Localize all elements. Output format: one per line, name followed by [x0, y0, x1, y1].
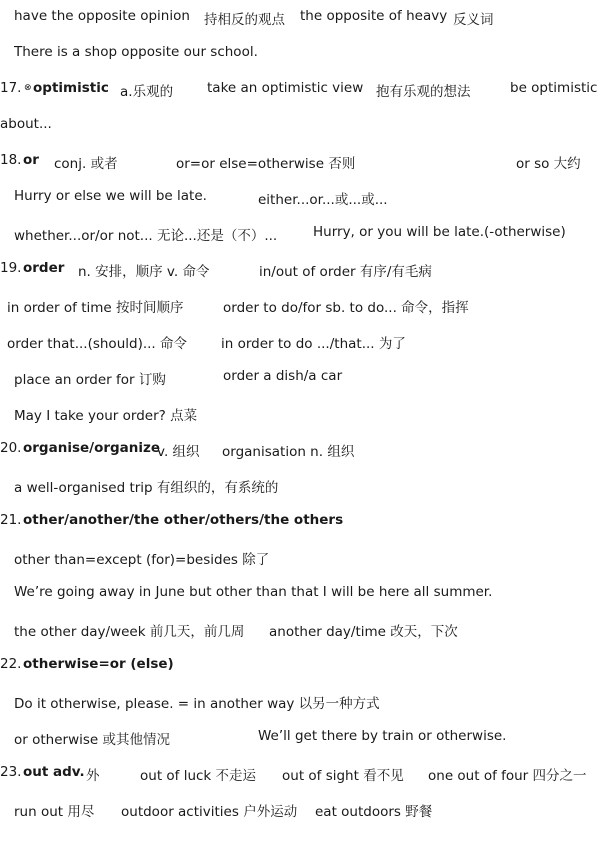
text-segment: be optimistic: [510, 80, 598, 96]
entry-headword: optimistic: [33, 80, 109, 96]
entry-number: 20.: [0, 440, 22, 456]
text-segment: a well-organised trip 有组织的，有系统的: [14, 480, 279, 496]
text-segment: We’re going away in June but other than that I will be here all summer.: [14, 584, 493, 600]
text-segment: another day/time 改天，下次: [269, 624, 458, 640]
entry-header-line: [0, 512, 600, 548]
text-segment: out of luck 不走运: [140, 768, 257, 784]
entry-number: 22.: [0, 656, 22, 672]
text-segment: either...or...或...或...: [258, 192, 388, 208]
entry-number: 19.: [0, 260, 22, 276]
text-line: [0, 620, 600, 656]
text-segment: conj. 或者: [54, 156, 118, 172]
text-segment: outdoor activities 户外运动: [121, 804, 298, 820]
entry-headword: organise/organize: [23, 440, 161, 456]
entry-header-line: [0, 260, 600, 296]
entry-headword: other/another/the other/others/the others: [23, 512, 344, 528]
entry-headword: otherwise=or (else): [23, 656, 174, 672]
text-line: [0, 296, 600, 332]
entry-header-line: [0, 656, 600, 692]
text-segment: 抱有乐观的想法: [376, 84, 471, 100]
text-segment: eat outdoors 野餐: [315, 804, 433, 820]
entry-number: 18.: [0, 152, 22, 168]
text-segment: take an optimistic view: [207, 80, 364, 96]
text-segment: a.乐观的: [120, 84, 174, 100]
text-segment: order to do/for sb. to do... 命令，指挥: [223, 300, 469, 316]
text-line: [0, 188, 600, 224]
text-line: [0, 728, 600, 764]
text-line: [0, 368, 600, 404]
text-segment: Hurry or else we will be late.: [14, 188, 207, 204]
text-segment: one out of four 四分之一: [428, 768, 587, 784]
entry-number: 23.: [0, 764, 22, 780]
entry-number: 17.: [0, 80, 22, 96]
entry-headword: or: [23, 152, 39, 168]
text-segment: in order to do .../that... 为了: [221, 336, 406, 352]
text-line: [0, 8, 600, 44]
text-segment: in/out of order 有序/有毛病: [259, 264, 432, 280]
entry-headword: order: [23, 260, 65, 276]
text-segment: v. 组织: [157, 444, 200, 460]
text-line: [0, 44, 600, 80]
circle-mark-icon: ⊗: [24, 83, 32, 93]
text-line: [0, 332, 600, 368]
entry-header-line: [0, 80, 600, 116]
text-segment: whether...or/or not... 无论...还是（不）...: [14, 228, 278, 244]
text-segment: the opposite of heavy: [300, 8, 448, 24]
text-segment: Hurry, or you will be late.(-otherwise): [313, 224, 566, 240]
entry-header-line: [0, 764, 600, 800]
text-segment: run out 用尽: [14, 804, 95, 820]
text-segment: have the opposite opinion: [14, 8, 190, 24]
text-segment: in order of time 按时间顺序: [7, 300, 184, 316]
text-line: [0, 476, 600, 512]
text-line: [0, 800, 600, 836]
text-segment: or otherwise 或其他情况: [14, 732, 170, 748]
text-line: [0, 548, 600, 584]
text-segment: May I take your order? 点菜: [14, 408, 198, 424]
text-segment: other than=except (for)=besides 除了: [14, 552, 270, 568]
text-segment: or so 大约: [516, 156, 581, 172]
text-segment: 反义词: [453, 12, 494, 28]
text-line: [0, 224, 600, 260]
text-segment: out of sight 看不见: [282, 768, 404, 784]
text-line: [0, 692, 600, 728]
text-segment: Do it otherwise, please. = in another way 以另一种方式: [14, 696, 380, 712]
text-segment: organisation n. 组织: [222, 444, 355, 460]
text-line: [0, 116, 600, 152]
text-segment: the other day/week 前几天，前几周: [14, 624, 245, 640]
text-segment: There is a shop opposite our school.: [14, 44, 258, 60]
entry-header-line: [0, 440, 600, 476]
text-segment: 持相反的观点: [204, 12, 285, 28]
text-segment: We’ll get there by train or otherwise.: [258, 728, 507, 744]
text-segment: place an order for 订购: [14, 372, 166, 388]
text-segment: order a dish/a car: [223, 368, 343, 384]
text-line: [0, 584, 600, 620]
text-segment: 外: [86, 768, 100, 784]
entry-headword: out adv.: [23, 764, 85, 780]
text-segment: n. 安排，顺序 v. 命令: [78, 264, 210, 280]
entry-number: 21.: [0, 512, 22, 528]
text-segment: order that...(should)... 命令: [7, 336, 188, 352]
text-line: [0, 404, 600, 440]
entry-header-line: [0, 152, 600, 188]
text-segment: or=or else=otherwise 否则: [176, 156, 356, 172]
text-segment: about...: [0, 116, 52, 132]
